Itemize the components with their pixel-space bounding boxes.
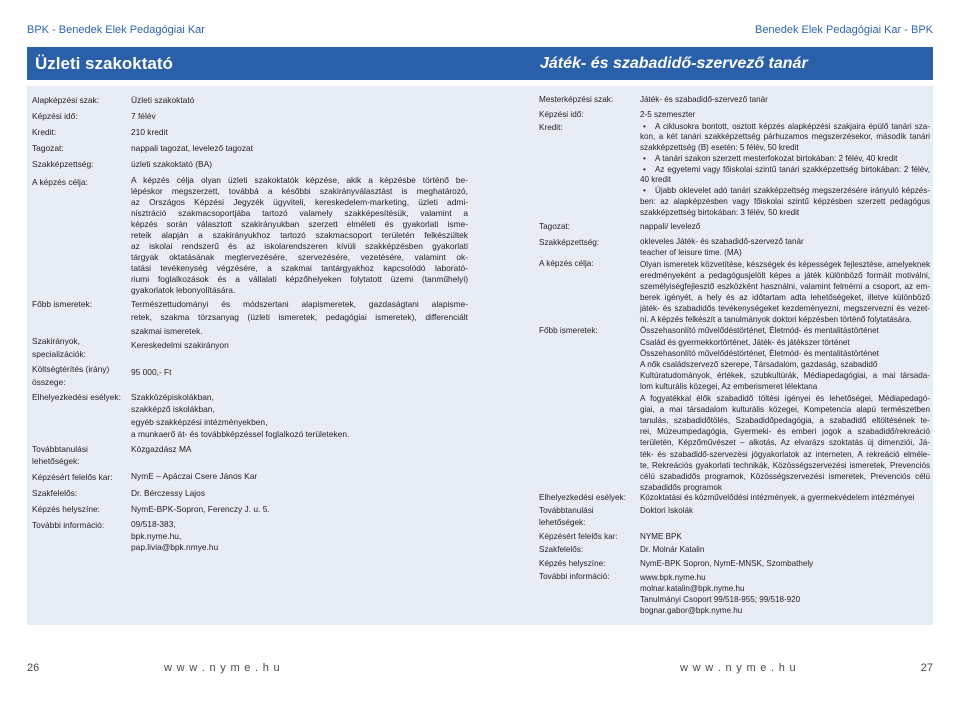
right-page-number: 27 — [920, 662, 933, 674]
text-line: bognar.gabor@bpk.nyme.hu — [640, 605, 743, 615]
text-line: További információ: — [539, 572, 610, 581]
text-line: lépéskor megszerzett, továbbá a későbbi szakirányválasztást is meghatározó, — [131, 185, 468, 196]
text-line: lom kulturális közegei, Az emberismeret lélektana — [640, 382, 818, 392]
label-tuition-fee — [32, 363, 109, 389]
value-further-studies — [131, 443, 468, 455]
value-credits-bullet-list — [640, 122, 930, 219]
text-line: További információ: — [32, 520, 105, 530]
value-job-prospects — [640, 492, 930, 504]
value-training-goal — [131, 175, 468, 297]
text-line: NymE-BPK-Sopron, Ferenczy J. u. 5. — [131, 504, 270, 514]
text-line: Képzés helyszíne: — [32, 504, 100, 514]
text-line: ben: az alapképzésben vagy főiskolai szintű képzésben szerzett pedagógus — [640, 196, 930, 206]
text-line: A képzés célja: — [32, 177, 88, 187]
text-line: molnar.katalin@bpk.nyme.hu — [640, 583, 745, 593]
text-line: Kredit: — [32, 127, 57, 137]
value-more-info — [131, 519, 468, 554]
label-bachelor-program — [32, 94, 99, 106]
value-master-program — [640, 94, 930, 106]
bullet-item — [640, 186, 930, 218]
value-duration — [131, 110, 468, 122]
text-line: játék- és szabadidős tevékenységeket kezdeményezni, megszervezni és vezet- — [640, 303, 930, 313]
text-line: Képzési idő: — [539, 110, 584, 119]
text-line: Képzés helyszíne: — [539, 559, 606, 568]
text-line: ték- és szabadidő-szervezési jógyakorlatok az interneten, A rekreáció elméle- — [640, 449, 930, 459]
label-main-knowledge — [539, 325, 598, 337]
label-program-head — [539, 544, 583, 556]
text-line: területén, Képzőművészet – alkotás, Az elvarázs szoktatás új dimenziói, Já- — [640, 438, 930, 448]
value-main-knowledge — [131, 298, 468, 339]
text-line: tanulás, szabadidőtölés, Szabadidőpedagógia, a szabadidő eltöltésének te- — [640, 416, 930, 426]
text-line: Üzleti szakoktató — [131, 95, 195, 105]
label-location — [539, 558, 605, 570]
running-header-right: Benedek Elek Pedagógiai Kar - BPK — [755, 24, 933, 36]
text-line: Szakközépiskolákban, — [131, 392, 214, 402]
text-line: Kredit: — [539, 123, 563, 132]
text-line: gyakorlatok lebonyolítására. — [131, 285, 236, 296]
text-line: eredményeként a pedagógusjelölt képes a játék különböző formáit motiválni, — [640, 270, 930, 280]
text-line: Alapképzési szak: — [32, 95, 100, 105]
value-duration — [640, 109, 930, 121]
text-line: reteik alapján a szakirányukhoz tartozó szakmacsoport területén felkészültek — [131, 229, 468, 240]
label-duration — [539, 109, 584, 121]
text-line: NymE-BPK Sopron, NymE-MNSK, Szombathely — [640, 559, 814, 568]
text-line: Összehasonlító művelődéstörténet, Életmód- és mentalitástörténet — [640, 348, 879, 358]
text-line: lehetőségek: — [32, 456, 80, 466]
text-line: bpk.nyme.hu, — [131, 530, 182, 541]
text-line: Képzésért felelős kar: — [539, 532, 618, 541]
bullet-item — [640, 122, 930, 154]
text-line: Természettudományi és módszertani alapismeretek, gazdaságtani alapisme- — [131, 298, 468, 309]
text-line: nappali/ levelező — [640, 222, 701, 231]
left-footer-url: w w w . n y m e . h u — [164, 662, 281, 674]
value-bachelor-program — [131, 94, 468, 106]
value-program-head — [131, 487, 468, 499]
value-qualification — [131, 158, 468, 170]
text-line: lehetőségek: — [539, 518, 586, 527]
text-line: Képzésért felelős kar: — [32, 472, 113, 482]
text-line: www.bpk.nyme.hu — [640, 572, 706, 582]
text-line: Továbbtanulási — [32, 444, 88, 454]
value-main-knowledge — [640, 325, 930, 493]
label-further-studies — [539, 505, 594, 529]
text-line: Doktori Iskolák — [640, 506, 694, 515]
text-line: nisztráció szakmacsoportjába tartozó valamely szakképesítésük, valamint a — [131, 207, 468, 218]
label-training-goal — [539, 258, 594, 270]
text-line: Összehasonlító művelődéstörténet, Életmód- és mentalitástörténet — [640, 326, 879, 336]
value-study-mode — [640, 221, 930, 233]
text-line: szakképzettség (B) esetén: 5 félév, 50 kredit — [640, 143, 799, 152]
value-location — [640, 558, 930, 570]
value-more-info — [640, 572, 930, 616]
text-line: • A ciklusokra bontott, osztott képzés alapképzési szakjaira épülő tanári sza- — [640, 122, 930, 133]
label-master-program — [539, 94, 613, 106]
label-job-prospects — [539, 492, 626, 504]
value-program-head — [640, 544, 930, 556]
text-line: specializációk: — [32, 348, 86, 359]
text-line: Költségtérítés (irány) — [32, 363, 110, 374]
label-further-studies — [32, 443, 88, 467]
label-credits — [539, 122, 563, 134]
text-line: riumi foglalkozások és a vállalati képzőhelyeken folytatott üzemi (tanműhelyi) — [131, 274, 468, 285]
text-line: Játék- és szabadidő-szervező tanár — [640, 95, 768, 104]
text-line: A képzés célja olyan üzleti szakoktatók képzése, akik a képzésbe történő be- — [131, 174, 468, 185]
text-line: A nők családszervező szerepe, Társadalom, gazdaság, szabadidő — [640, 360, 878, 369]
left-page-title: Üzleti szakoktató — [35, 54, 173, 73]
label-more-info — [32, 519, 104, 531]
text-line: rei, Múzeumpedagógia, Gyermeki- és emberi jogok a szabadidő/rekreáció — [640, 427, 930, 437]
text-line: NYME BPK — [640, 532, 682, 541]
text-line: összege: — [32, 376, 66, 387]
label-qualification — [32, 158, 93, 170]
label-training-goal — [32, 176, 88, 188]
text-line: egyéb szakképzési intézményekben, — [131, 416, 268, 427]
text-line: Főbb ismeretek: — [539, 326, 598, 335]
text-line: 40 kredit — [640, 175, 672, 185]
text-line: Mesterképzési szak: — [539, 95, 614, 104]
text-line: szakképző iskolákban, — [131, 404, 215, 415]
text-line: teacher of leisure time. (MA) — [640, 247, 742, 257]
label-program-head — [32, 487, 77, 499]
text-line: szakképzettség birtokában: 3 félév, 50 kredit — [640, 207, 800, 217]
label-more-info — [539, 571, 610, 583]
text-line: A képzés célja: — [539, 259, 594, 268]
text-line: személyiségfejlesztő eszközként használni, valamint felmérni a csoport, az em- — [640, 281, 930, 291]
value-location — [131, 503, 468, 515]
value-job-prospects — [131, 391, 468, 440]
value-training-goal — [640, 259, 930, 325]
bullet-item — [640, 165, 930, 187]
label-job-prospects — [32, 391, 121, 403]
text-line: Szakképzettség: — [32, 159, 94, 169]
text-line: pap.livia@bpk.nmye.hu — [131, 542, 219, 552]
label-qualification — [539, 237, 599, 249]
text-line: Szakirányok, — [32, 335, 80, 346]
text-line: nappali tagozat, levelező tagozat — [131, 143, 253, 153]
value-tuition-fee — [131, 366, 468, 378]
label-specializations — [32, 335, 86, 361]
label-main-knowledge — [32, 298, 92, 310]
text-line: Elhelyezkedési esélyek: — [539, 493, 626, 502]
text-line: • Újabb oklevelet adó tanári szakképzettség megszerzésére irányuló képzés- — [640, 186, 930, 197]
text-line: Szakképzettség: — [539, 238, 600, 247]
text-line: Kereskedelmi szakirányon — [131, 340, 229, 350]
text-line: Elhelyezkedési esélyek: — [32, 392, 121, 402]
label-location — [32, 503, 100, 515]
text-line: tatási tevékenység végzésére, a szakmai tantárgyakhoz kapcsolódó laborató- — [131, 263, 468, 274]
text-line: az Országos Képzési Jegyzék ügyviteli, kereskedelem-marketing, üzleti admi- — [131, 196, 468, 207]
text-line: célú szabadidős programok, Közösségszervezési ismeretek, Prevenciós célú — [640, 472, 930, 482]
text-line: 09/518-383, — [131, 519, 176, 529]
text-line: Dr. Molnár Katalin — [640, 545, 705, 554]
text-line: 2-5 szemeszter — [640, 110, 696, 119]
label-responsible-faculty — [539, 531, 618, 543]
text-line: 7 félév — [131, 111, 156, 121]
right-footer-url: w w w . n y m e . h u — [680, 662, 797, 674]
value-credits — [131, 126, 468, 138]
value-responsible-faculty — [131, 470, 468, 482]
value-specializations — [131, 339, 468, 351]
text-line: Tagozat: — [539, 222, 570, 231]
text-line: szakmai ismeretek. — [131, 325, 203, 336]
text-line: NymE – Apáczai Csere János Kar — [131, 471, 258, 481]
text-line: szabadidős programok — [640, 483, 722, 493]
value-qualification — [640, 236, 930, 258]
text-line: ni. A képzés felkészít a tanulmányok doktori képzésben történő folytatására. — [640, 314, 912, 324]
text-line: Tanulmányi Csoport 99/518-955; 99/518-920 — [640, 594, 801, 604]
text-line: 95 000,- Ft — [131, 367, 172, 377]
text-line: üzleti szakoktató (BA) — [131, 159, 212, 169]
text-line: A fogyatékkal élők szabadidő töltési igényei és lehetőségei, Médiapedagó- — [640, 393, 930, 403]
text-line: Dr. Bérczessy Lajos — [131, 488, 206, 498]
text-line: Kultúratudományok, értékek, szubkultúrák, Médiapedagógiai, a mai társada- — [640, 371, 930, 381]
text-line: Képzési idő: — [32, 111, 78, 121]
text-line: Család és gyermekkortörténet, Játék- és játékszer történet — [640, 337, 850, 347]
text-line: • Az egyetemi vagy főiskolai szintű tanári szakképzettség birtokában: 2 félév, — [640, 165, 930, 176]
value-responsible-faculty — [640, 531, 930, 543]
value-further-studies — [640, 505, 930, 517]
text-line: • A tanári szakon szerzett mesterfokozat birtokában: 2 félév, 40 kredit — [640, 154, 930, 165]
text-line: Olyan ismeretek közvetítése, készségek és képességek fejlesztése, amelyeknek — [640, 259, 930, 269]
text-line: 210 kredit — [131, 127, 168, 137]
left-page-number: 26 — [27, 662, 40, 674]
text-line: kon, a két tanári szakképzettség párhuzamos megszerzésekor, második tanári — [640, 132, 930, 142]
text-line: Főbb ismeretek: — [32, 299, 93, 309]
label-credits — [32, 126, 56, 138]
label-responsible-faculty — [32, 471, 113, 483]
label-study-mode — [32, 142, 64, 154]
label-duration — [32, 110, 78, 122]
text-line: a munkaerő át- és továbbképzéssel foglalkozó területeken. — [131, 428, 350, 439]
text-line: te, Rekreációs gyakorlati technikák, Közösségszervezési ismeretek, Prevenciós — [640, 460, 930, 470]
running-header-left: BPK - Benedek Elek Pedagógiai Kar — [27, 24, 205, 36]
text-line: Közgazdász MA — [131, 444, 192, 454]
text-line: giai, a mai társadalom kulturális közegei, Kompetencia alapú természetben — [640, 404, 930, 414]
text-line: Szakfelelős: — [539, 545, 584, 554]
text-line: képzés során választott szakirányukban szerzett elméleti és gyakorlati isme- — [131, 218, 468, 229]
text-line: tárgyak oktatásának megtervezésére, szervezésére, vezetésére, valamint ok- — [131, 252, 468, 263]
value-study-mode — [131, 142, 468, 154]
text-line: berek igényét, a hely és az időtartam adta lehetőségeket, illetve különböző — [640, 292, 930, 302]
text-line: Továbbtanulási — [539, 506, 594, 515]
text-line: Közoktatási és közművelődési intézmények, a gyermekvédelem intézményei — [640, 493, 915, 502]
bullet-item — [640, 154, 930, 165]
label-study-mode — [539, 221, 570, 233]
text-line: az iskolai rendszerű és az iskolarendszeren kívüli szakképzésben gyakorlati — [131, 241, 468, 252]
right-page-title: Játék- és szabadidő-szervező tanár — [540, 55, 808, 72]
text-line: Szakfelelős: — [32, 488, 78, 498]
text-line: okleveles Játék- és szabadidő-szervező tanár — [640, 236, 804, 246]
text-line: Tagozat: — [32, 143, 64, 153]
text-line: retek, szakma törzsanyag (üzleti ismeretek, pedagógiai ismeretek), differenciált — [131, 312, 468, 322]
